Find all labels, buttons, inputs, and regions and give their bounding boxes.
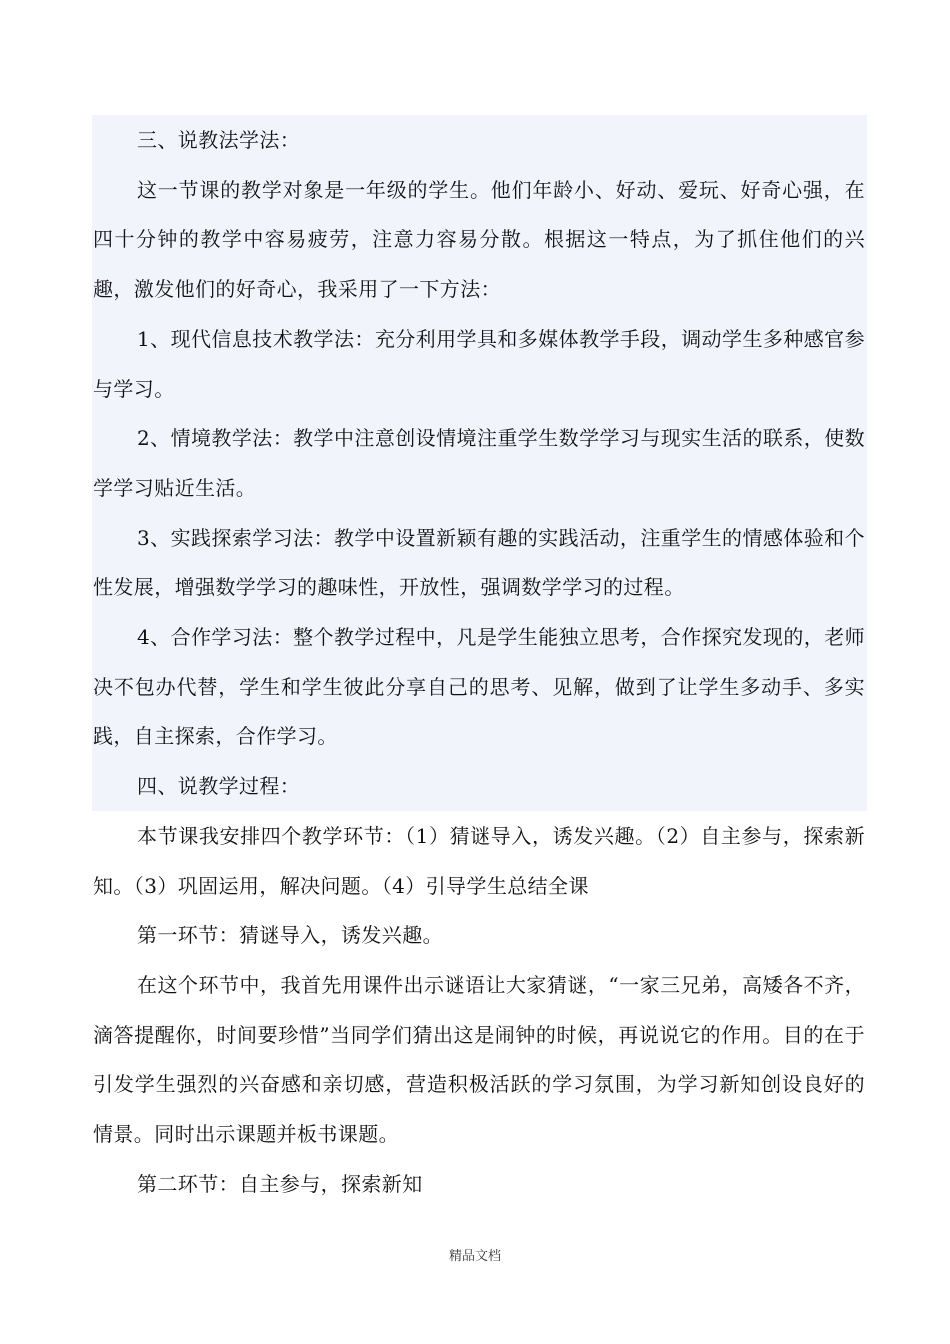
section-heading-teaching-methods: 三、说教法学法： <box>137 128 301 152</box>
document-body <box>93 116 865 1209</box>
section-heading-teaching-process: 四、说教学过程： <box>137 774 301 799</box>
paragraph-students-analysis: 这一节课的教学对象是一年级的学生。他们年龄小、好动、爱玩、好奇心强，在四十分钟的教学中容易疲劳，注意力容易分散。根据这一特点，为了抓住他们的兴趣，激发他们的好奇心，我采用了一下方法： <box>93 177 865 302</box>
paragraph-method-3: 3、实践探索学习法：教学中设置新颖有趣的实践活动，注重学生的情感体验和个性发展，增强数学学习的趣味性，开放性，强调数学学习的过程。 <box>93 525 865 600</box>
page-footer: 精品文档 <box>448 1249 501 1264</box>
paragraph-method-4: 4、合作学习法：整个教学过程中，凡是学生能独立思考，合作探究发现的，老师决不包办代替，学生和学生彼此分享自己的思考、见解，做到了让学生多动手、多实践，自主探索，合作学习。 <box>93 625 865 749</box>
paragraph-step-1-detail: 在这个环节中，我首先用课件出示谜语让大家猜谜，“一家三兄弟，高矮各不齐，滴答提醒你，时间要珍惜”当同学们猜出这是闹钟的时候，再说说它的作用。目的在于引发学生强烈的兴奋感和亲切感，营造积极活跃的学习氛围，为学习新知创设良好的情景。同时出示课题并板书课题。 <box>93 972 865 1147</box>
subheading-step-2: 第二环节：自主参与，探索新知 <box>137 1171 423 1196</box>
paragraph-process-overview: 本节课我安排四个教学环节：（1）猜谜导入，诱发兴趣。（2）自主参与，探索新知。（3）巩固运用，解决问题。（4）引导学生总结全课 <box>93 823 865 898</box>
paragraph-method-2: 2、情境教学法：教学中注意创设情境注重学生数学学习与现实生活的联系，使数学学习贴近生活。 <box>93 426 865 500</box>
paragraph-method-1: 1、现代信息技术教学法：充分利用学具和多媒体教学手段，调动学生多种感官参与学习。 <box>93 326 865 401</box>
subheading-step-1: 第一环节：猜谜导入，诱发兴趣。 <box>137 923 443 948</box>
